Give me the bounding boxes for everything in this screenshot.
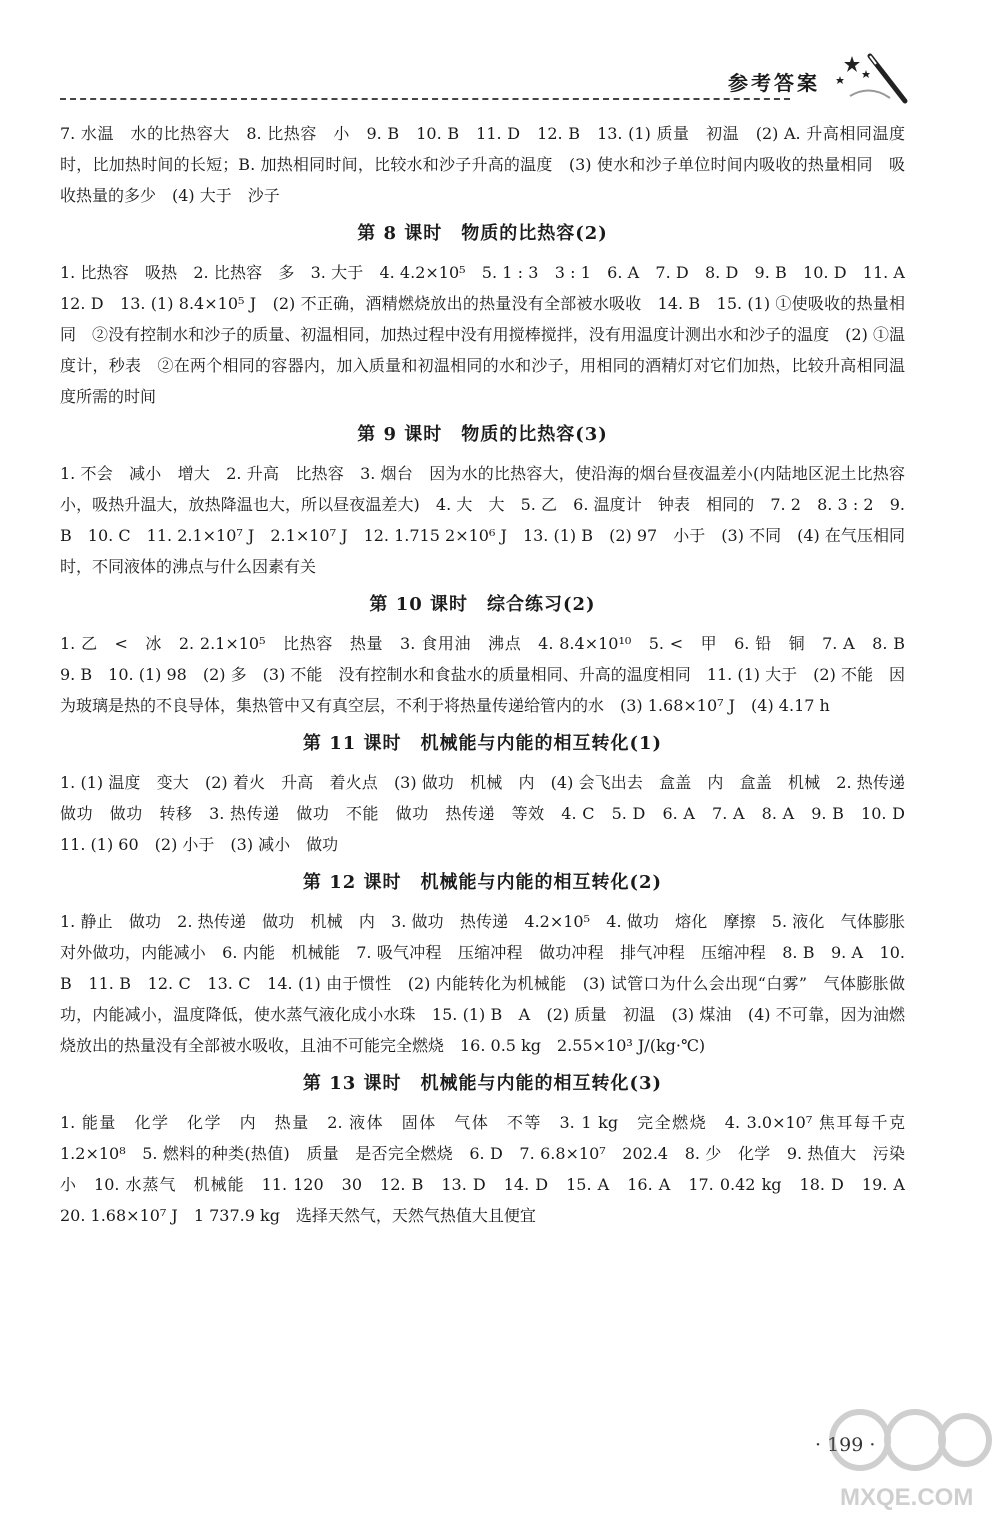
magic-wand-stars-icon — [830, 46, 910, 106]
watermark-text: MXQE.COM — [840, 1484, 974, 1511]
section-lesson-10 — [60, 590, 922, 721]
section-title: 第 9 课时 物质的比热容(3) — [357, 424, 608, 445]
section-answers: 1. 能量 化学 化学 内 热量 2. 液体 固体 气体 不等 3. 1 kg 完全燃烧 4. 3.0×10⁷ 焦耳每千克 1.2×10⁸ 5. 燃料的种类(热值) 质量 是否完全燃烧 6. D 7. 6.8×10⁷ 202.4 8. 少 化学 9. 热值大 污染小 10. 水蒸气 机械能 11. 120 30 12. B 13. D 14. D 15. A 16. A 17. 0.42 kg 18. D 19. A 20. 1.68×10⁷ J 1 737.9 kg 选择天然气，天然气热值大且便宜 — [60, 1113, 922, 1225]
section-answers: 1. 不会 减小 增大 2. 升高 比热容 3. 烟台 因为水的比热容大，使沿海的烟台昼夜温差小(内陆地区泥土比热容小，吸热升温大，放热降温也大，所以昼夜温差大) 4. 大 大 5. 乙 6. 温度计 钟表 相同的 7. 2 8. 3 : 2 9. B 10. C 11. 2.1×10⁷ J 2.1×10⁷ J 12. 1.715 2×10⁶ J 13. (1) B (2) 97 小于 (3) 不同 (4) 在气压相同时，不同液体的沸点与什么因素有关 — [60, 464, 911, 576]
section-title: 第 12 课时 机械能与内能的相互转化(2) — [302, 872, 663, 893]
section-title: 第 10 课时 综合练习(2) — [369, 594, 596, 615]
section-lesson-8 — [60, 219, 922, 412]
header-dashed-rule — [60, 98, 790, 100]
section-lesson-11 — [60, 729, 922, 860]
watermark-logo — [820, 1400, 995, 1518]
page-number: · 199 · — [815, 1434, 876, 1456]
answer-content — [60, 118, 922, 1231]
section-title: 第 11 课时 机械能与内能的相互转化(1) — [302, 733, 663, 754]
section-answers: 1. (1) 温度 变大 (2) 着火 升高 着火点 (3) 做功 机械 内 (4) 会飞出去 盒盖 内 盒盖 机械 2. 热传递 做功 做功 转移 3. 热传递 做功 不能 做功 热传递 等效 4. C 5. D 6. A 7. A 8. A 9. B 10. D 11. (1) 60 (2) 小于 (3) 减小 做功 — [60, 773, 922, 854]
section-answers: 1. 比热容 吸热 2. 比热容 多 3. 大于 4. 4.2×10⁵ 5. 1 : 3 3 : 1 6. A 7. D 8. D 9. B 10. D 11. A 12. D 13. (1) 8.4×10⁵ J (2) 不正确，酒精燃烧放出的热量没有全部被水吸收 14. B 15. (1) ①使吸收的热量相同 ②没有控制水和沙子的质量、初温相同，加热过程中没有用搅棒搅拌，没有用温度计测出水和沙子的温度 (2) ①温度计，秒表 ②在两个相同的容器内，加入质量和初温相同的水和沙子，用相同的酒精灯对它们加热，比较升高相同温度所需的时间 — [60, 263, 922, 406]
section-lesson-13 — [60, 1069, 922, 1231]
page-header — [60, 62, 940, 106]
section-answers: 1. 静止 做功 2. 热传递 做功 机械 内 3. 做功 热传递 4.2×10⁵ 4. 做功 熔化 摩擦 5. 液化 气体膨胀对外做功，内能减小 6. 内能 机械能 7. 吸气冲程 压缩冲程 做功冲程 排气冲程 压缩冲程 8. B 9. A 10. B 11. B 12. C 13. C 14. (1) 由于惯性 (2) 内能转化为机械能 (3) 试管口为什么会出现“白雾” 气体膨胀做功，内能减小，温度降低，使水蒸气液化成小水珠 15. (1) B A (2) 质量 初温 (3) 煤油 (4) 不可靠，因为油燃烧放出的热量没有全部被水吸收，且油不可能完全燃烧 16. 0.5 kg 2.55×10³ J/(kg·℃) — [60, 912, 911, 1055]
section-lesson-9 — [60, 420, 911, 582]
section-title: 第 13 课时 机械能与内能的相互转化(3) — [302, 1073, 663, 1094]
section-answers: 1. 乙 < 冰 2. 2.1×10⁵ 比热容 热量 3. 食用油 沸点 4. 8.4×10¹⁰ 5. < 甲 6. 铅 铜 7. A 8. B 9. B 10. (1) 98 (2) 多 (3) 不能 没有控制水和食盐水的质量相同、升高的温度相同 11. (1) 大于 (2) 不能 因为玻璃是热的不良导体，集热管中又有真空层，不利于将热量传递给管内的水 (3) 1.68×10⁷ J (4) 4.17 h — [60, 634, 922, 715]
intro-answers: 7. 水温 水的比热容大 8. 比热容 小 9. B 10. B 11. D 12. B 13. (1) 质量 初温 (2) A. 升高相同温度时，比加热时间的长短；B. 加热相同时间，比较水和沙子升高的温度 (3) 使水和沙子单位时间内吸收的热量相同 吸收热量的多少 (4) 大于 沙子 — [60, 124, 905, 205]
section-title: 第 8 课时 物质的比热容(2) — [357, 223, 608, 244]
section-lesson-12 — [60, 868, 911, 1061]
header-title: 参考答案 — [728, 71, 820, 95]
